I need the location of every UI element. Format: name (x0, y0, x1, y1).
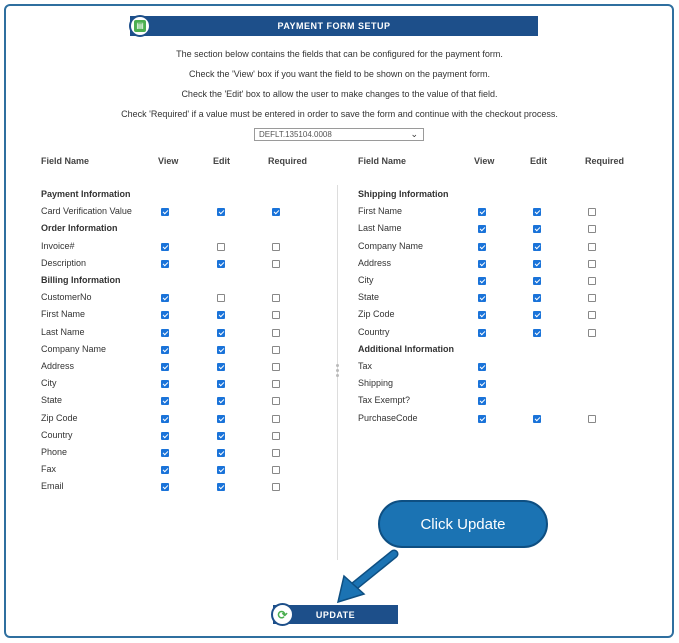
field-label: Phone (41, 447, 68, 457)
required-checkbox[interactable] (272, 294, 280, 302)
edit-checkbox[interactable] (217, 415, 225, 423)
view-checkbox[interactable] (478, 415, 486, 423)
field-label: Company Name (358, 240, 424, 251)
view-checkbox[interactable] (161, 208, 169, 216)
required-checkbox[interactable] (272, 311, 280, 319)
required-checkbox[interactable] (588, 243, 596, 251)
edit-checkbox[interactable] (217, 363, 225, 371)
update-button[interactable]: UPDATE (273, 605, 398, 624)
view-checkbox[interactable] (161, 329, 169, 337)
required-checkbox[interactable] (588, 277, 596, 285)
required-checkbox[interactable] (588, 311, 596, 319)
edit-checkbox[interactable] (217, 208, 225, 216)
header-view-right: View (474, 156, 495, 166)
view-checkbox[interactable] (161, 449, 169, 457)
required-checkbox[interactable] (588, 415, 596, 423)
view-checkbox[interactable] (161, 415, 169, 423)
view-checkbox[interactable] (161, 380, 169, 388)
field-label: City (41, 378, 57, 389)
edit-checkbox[interactable] (217, 397, 225, 405)
field-label: Fax (41, 464, 57, 475)
click-update-callout: Click Update (378, 500, 548, 548)
field-label: State (358, 292, 380, 303)
view-checkbox[interactable] (161, 397, 169, 405)
edit-checkbox[interactable] (217, 294, 225, 302)
field-label: First Name (358, 206, 403, 217)
header-required-right: Required (585, 156, 625, 166)
section-billing-information: Billing Information (41, 275, 121, 285)
edit-checkbox[interactable] (533, 225, 541, 233)
field-label: Country (41, 429, 73, 440)
edit-checkbox[interactable] (533, 243, 541, 251)
view-checkbox[interactable] (478, 294, 486, 302)
required-checkbox[interactable] (272, 415, 280, 423)
form-template-value: DEFLT.135104.0008 (259, 130, 332, 139)
field-label: Description (41, 257, 87, 268)
edit-checkbox[interactable] (533, 260, 541, 268)
required-checkbox[interactable] (272, 243, 280, 251)
edit-checkbox[interactable] (533, 329, 541, 337)
edit-checkbox[interactable] (217, 346, 225, 354)
field-label: State (41, 395, 63, 406)
instruction-line-3: Check the 'Edit' box to allow the user to make changes to the value of that field. (181, 89, 498, 99)
resize-grip-icon[interactable] (336, 364, 339, 378)
required-checkbox[interactable] (588, 294, 596, 302)
field-label: Card Verification Value (41, 206, 132, 217)
field-label: Address (41, 361, 75, 371)
field-label: Tax Exempt? (358, 395, 411, 406)
required-checkbox[interactable] (272, 380, 280, 388)
view-checkbox[interactable] (478, 363, 486, 371)
required-checkbox[interactable] (272, 483, 280, 491)
view-checkbox[interactable] (478, 311, 486, 319)
field-label: City (358, 275, 374, 285)
field-label: Shipping (358, 378, 394, 389)
edit-checkbox[interactable] (533, 311, 541, 319)
view-checkbox[interactable] (161, 363, 169, 371)
header-edit-right: Edit (530, 156, 547, 166)
field-label: Address (358, 257, 392, 268)
chevron-down-icon: ⌄ (410, 129, 418, 139)
field-label: Last Name (358, 223, 402, 234)
edit-checkbox[interactable] (533, 277, 541, 285)
header-edit-left: Edit (213, 156, 230, 166)
edit-checkbox[interactable] (217, 483, 225, 491)
header-field-name-right: Field Name (358, 156, 407, 166)
view-checkbox[interactable] (478, 277, 486, 285)
payment-form-panel (4, 4, 674, 638)
field-label: Last Name (41, 326, 85, 337)
view-checkbox[interactable] (478, 397, 486, 405)
required-checkbox[interactable] (272, 466, 280, 474)
edit-checkbox[interactable] (217, 380, 225, 388)
edit-checkbox[interactable] (217, 311, 225, 319)
section-additional-information: Additional Information (358, 343, 454, 354)
field-label: First Name (41, 309, 86, 320)
required-checkbox[interactable] (272, 432, 280, 440)
field-label: Zip Code (41, 412, 78, 423)
field-label: Email (41, 481, 64, 492)
callout-arrow-icon (330, 548, 400, 608)
header-required-left: Required (268, 156, 308, 166)
required-checkbox[interactable] (272, 329, 280, 337)
section-payment-information: Payment Information (41, 189, 131, 199)
field-label: Zip Code (358, 309, 395, 320)
header-view-left: View (158, 156, 179, 166)
required-checkbox[interactable] (272, 363, 280, 371)
view-checkbox[interactable] (161, 260, 169, 268)
required-checkbox[interactable] (272, 346, 280, 354)
field-label: Company Name (41, 343, 107, 354)
edit-checkbox[interactable] (217, 329, 225, 337)
page-title: PAYMENT FORM SETUP (130, 16, 538, 36)
view-checkbox[interactable] (161, 243, 169, 251)
required-checkbox[interactable] (588, 208, 596, 216)
refresh-icon[interactable]: ⟳ (271, 603, 294, 626)
view-checkbox[interactable] (478, 225, 486, 233)
edit-checkbox[interactable] (217, 243, 225, 251)
required-checkbox[interactable] (272, 260, 280, 268)
view-checkbox[interactable] (478, 380, 486, 388)
view-checkbox[interactable] (161, 466, 169, 474)
field-label: Tax (358, 361, 373, 371)
instruction-line-4: Check 'Required' if a value must be entered in order to save the form and continue with the checkout process. (121, 109, 558, 119)
form-setup-icon: ▤ (129, 15, 151, 37)
view-checkbox[interactable] (478, 260, 486, 268)
section-order-information: Order Information (41, 223, 118, 234)
header-field-name-left: Field Name (41, 156, 90, 166)
required-checkbox[interactable] (588, 260, 596, 268)
field-label: Invoice# (41, 240, 75, 251)
edit-checkbox[interactable] (217, 260, 225, 268)
view-checkbox[interactable] (161, 483, 169, 491)
required-checkbox[interactable] (272, 208, 280, 216)
required-checkbox[interactable] (588, 329, 596, 337)
edit-checkbox[interactable] (533, 415, 541, 423)
field-label: Country (358, 326, 390, 337)
view-checkbox[interactable] (161, 294, 169, 302)
view-checkbox[interactable] (161, 311, 169, 319)
view-checkbox[interactable] (161, 346, 169, 354)
view-checkbox[interactable] (478, 243, 486, 251)
field-label: PurchaseCode (358, 412, 418, 423)
required-checkbox[interactable] (588, 225, 596, 233)
form-template-select[interactable] (254, 128, 424, 141)
view-checkbox[interactable] (161, 432, 169, 440)
edit-checkbox[interactable] (533, 208, 541, 216)
instruction-line-1: The section below contains the fields that can be configured for the payment form. (176, 49, 503, 59)
section-shipping-information: Shipping Information (358, 189, 449, 199)
view-checkbox[interactable] (478, 329, 486, 337)
field-label: CustomerNo (41, 292, 92, 303)
edit-checkbox[interactable] (217, 449, 225, 457)
required-checkbox[interactable] (272, 397, 280, 405)
required-checkbox[interactable] (272, 449, 280, 457)
edit-checkbox[interactable] (217, 432, 225, 440)
edit-checkbox[interactable] (533, 294, 541, 302)
edit-checkbox[interactable] (217, 466, 225, 474)
instruction-line-2: Check the 'View' box if you want the field to be shown on the payment form. (189, 69, 490, 79)
view-checkbox[interactable] (478, 208, 486, 216)
